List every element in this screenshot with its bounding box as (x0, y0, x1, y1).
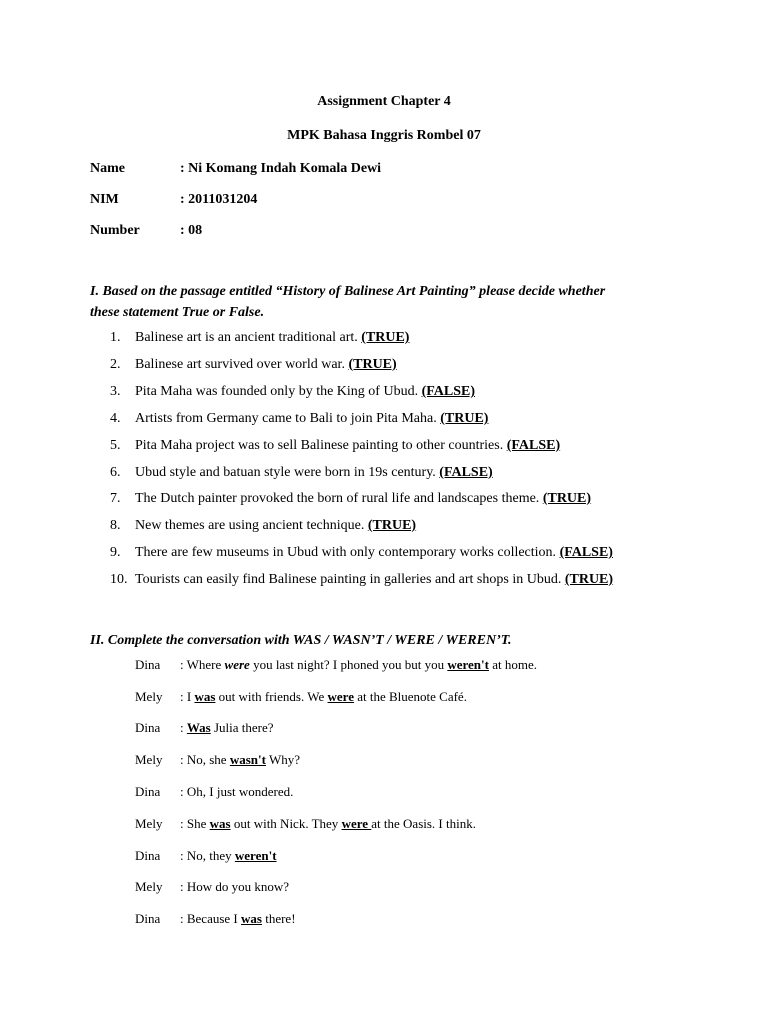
dialogue-text: Why? (265, 752, 301, 767)
item-text: Balinese art survived over world war. (135, 357, 349, 372)
dialogue-text: : How do you know? (180, 879, 290, 894)
speaker-label: Dina (135, 848, 161, 863)
dialogue-text: : (180, 720, 187, 735)
item-answer: (TRUE) (361, 330, 410, 345)
dialogue-text: at the Oasis. I think. (371, 816, 476, 831)
item-number: 3. (110, 384, 121, 399)
item-text: The Dutch painter provoked the born of rural life and landscapes theme. (135, 491, 543, 506)
item-number: 10. (110, 572, 128, 587)
section1-heading-line2: these statement True or False. (90, 305, 265, 320)
dialogue-text: at home. (488, 657, 537, 672)
list-item (110, 357, 397, 373)
item-answer: (TRUE) (564, 572, 614, 587)
speaker-label: Mely (135, 752, 163, 767)
speaker-label: Mely (135, 879, 163, 894)
item-answer: (TRUE) (542, 491, 592, 506)
list-item (110, 545, 613, 561)
name-value: : Ni Komang Indah Komala Dewi (180, 161, 382, 176)
item-answer: (FALSE) (559, 545, 613, 560)
dialogue-line (180, 657, 537, 673)
list-item (110, 518, 416, 534)
item-text: Tourists can easily find Balinese painting in galleries and art shops in Ubud. (135, 572, 565, 587)
dialogue-line (180, 911, 296, 927)
list-item (110, 465, 493, 481)
speaker-label: Mely (135, 689, 163, 704)
item-answer: (TRUE) (440, 411, 489, 426)
speaker-label: Dina (135, 911, 161, 926)
item-answer: (TRUE) (367, 518, 417, 533)
item-text: Ubud style and batuan style were born in 19s century. (135, 465, 440, 480)
number-value: : 08 (180, 223, 203, 238)
answer-blank: Was (186, 720, 211, 735)
answer-blank: was (241, 911, 262, 926)
item-text: Balinese art is an ancient traditional art. (135, 330, 362, 345)
dialogue-line (180, 816, 476, 832)
item-number: 6. (110, 465, 121, 480)
item-text: Artists from Germany came to Bali to join Pita Maha. (135, 411, 441, 426)
item-number: 8. (110, 518, 121, 533)
item-number: 5. (110, 438, 121, 453)
dialogue-text: at the Bluenote Café. (353, 689, 467, 704)
dialogue-text: : Where (180, 657, 225, 672)
item-answer: (FALSE) (421, 384, 475, 399)
section1-heading (90, 281, 605, 323)
number-label: Number (90, 223, 140, 238)
speaker-label: Mely (135, 816, 163, 831)
item-number: 9. (110, 545, 121, 560)
dialogue-text: out with friends. We (215, 689, 328, 704)
speaker-label: Dina (135, 784, 161, 799)
answer-blank: was (194, 689, 216, 704)
dialogue-line (180, 879, 289, 895)
verb-emphasis: were (224, 657, 250, 672)
dialogue-line (180, 752, 300, 768)
dialogue-text: : Because I (180, 911, 242, 926)
dialogue-line (180, 720, 274, 736)
document-title: Assignment Chapter 4 (317, 94, 451, 109)
list-item (110, 438, 560, 454)
list-item (110, 572, 613, 588)
item-number: 4. (110, 411, 121, 426)
dialogue-text: there! (261, 911, 296, 926)
name-label: Name (90, 161, 125, 176)
dialogue-text: : No, they (180, 848, 235, 863)
list-item (110, 330, 409, 346)
item-text: There are few museums in Ubud with only contemporary works collection. (135, 545, 560, 560)
item-answer: (TRUE) (348, 357, 397, 372)
dialogue-line (180, 848, 277, 864)
item-number: 1. (110, 330, 121, 345)
dialogue-text: : I (180, 689, 195, 704)
answer-blank: was (209, 816, 231, 831)
answer-blank: weren't (234, 848, 277, 863)
dialogue-text: you last night? I phoned you but you (249, 657, 448, 672)
item-number: 2. (110, 357, 121, 372)
item-text: Pita Maha was founded only by the King of Ubud. (135, 384, 422, 399)
list-item (110, 411, 488, 427)
list-item (110, 491, 591, 507)
item-number: 7. (110, 491, 121, 506)
dialogue-text: Julia there? (210, 720, 274, 735)
item-answer: (FALSE) (439, 465, 493, 480)
section1-heading-line1: I. Based on the passage entitled “History of Balinese Art Painting” please decide whether (90, 284, 606, 299)
list-item (110, 384, 475, 400)
speaker-label: Dina (135, 657, 161, 672)
answer-blank: weren't (447, 657, 489, 672)
dialogue-text: : She (180, 816, 210, 831)
section2-heading: II. Complete the conversation with WAS / WASN’T / WERE / WEREN’T. (90, 633, 512, 648)
dialogue-text: : Oh, I just wondered. (180, 784, 294, 799)
item-text: Pita Maha project was to sell Balinese painting to other countries. (135, 438, 507, 453)
item-answer: (FALSE) (506, 438, 561, 453)
nim-value: : 2011031204 (180, 192, 258, 207)
speaker-label: Dina (135, 720, 161, 735)
answer-blank: were (341, 816, 372, 831)
nim-label: NIM (90, 192, 119, 207)
dialogue-text: out with Nick. They (230, 816, 342, 831)
item-text: New themes are using ancient technique. (135, 518, 368, 533)
document-subtitle: MPK Bahasa Inggris Rombel 07 (287, 128, 481, 143)
answer-blank: wasn't (229, 752, 266, 767)
dialogue-line (180, 689, 467, 705)
dialogue-line (180, 784, 293, 800)
dialogue-text: : No, she (180, 752, 230, 767)
answer-blank: were (327, 689, 354, 704)
